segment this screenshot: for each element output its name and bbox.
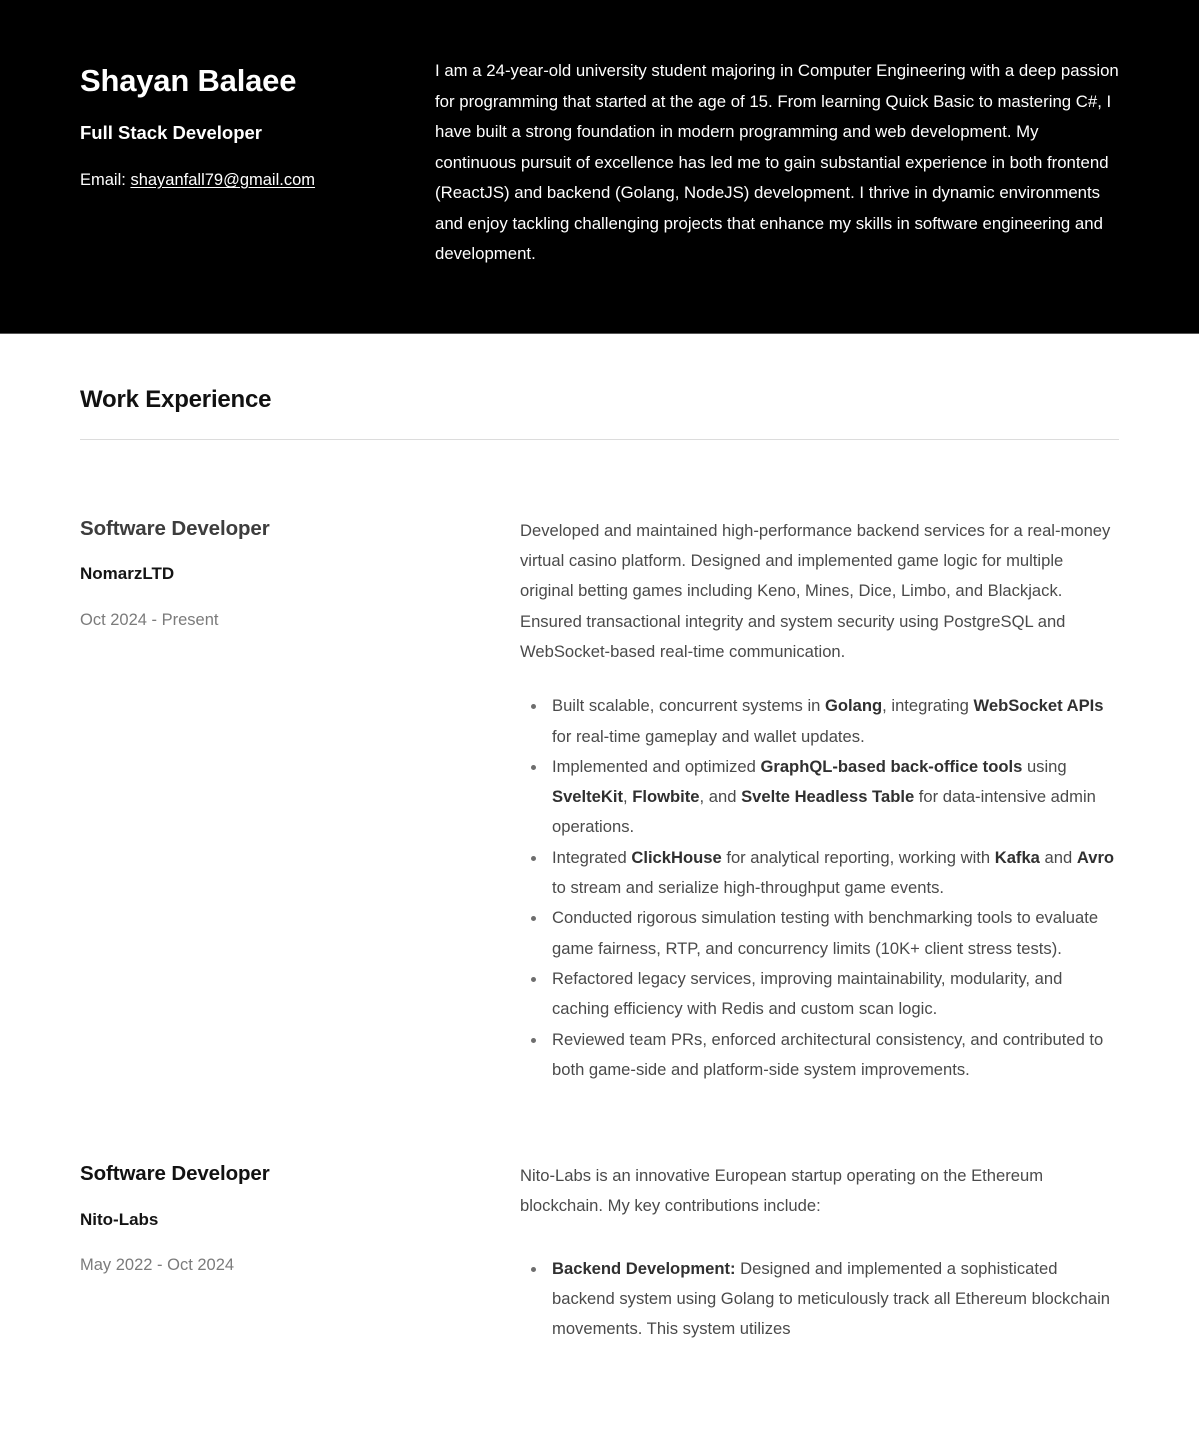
job-summary: Nito-Labs is an innovative European startup operating on the Ethereum blockchain. My key contributions include: (520, 1166, 1044, 1216)
job-summary: Developed and maintained high-performance backend services for a real-money virtual casino platform. Designed and implemented game logic for multiple original betting games including Keno, Mines, Dice, Limbo, and Blackjack. Ensured transactional integrity and system security using PostgreSQL and WebSocket-based real-time communication. (520, 520, 1111, 661)
job-dates: May 2022 - Oct 2024 (80, 1255, 235, 1274)
identity-block (80, 56, 435, 192)
list-item: Integrated ClickHouse for analytical reporting, working with Kafka and Avro to stream and serialize high-throughput game events. (520, 843, 1119, 904)
job-dates: Oct 2024 - Present (80, 610, 219, 629)
job-company: Nito-Labs (80, 1209, 159, 1229)
resume-body (0, 334, 1199, 1345)
job-title: Software Developer (80, 516, 270, 540)
list-item: Conducted rigorous simulation testing with benchmarking tools to evaluate game fairness, RTP, and concurrency limits (10K+ client stress tests). (520, 903, 1119, 964)
person-name: Shayan Balaee (80, 63, 297, 98)
job-company: NomarzLTD (80, 564, 175, 584)
job-bullet-list (520, 1254, 1119, 1345)
person-role: Full Stack Developer (80, 122, 262, 144)
job-entry (80, 1085, 1119, 1344)
section-title-work-experience: Work Experience (80, 386, 272, 413)
list-item: Refactored legacy services, improving maintainability, modularity, and caching efficiency with Redis and custom scan logic. (520, 964, 1119, 1025)
job-body (520, 516, 1119, 1085)
email-line (80, 169, 435, 192)
job-body (520, 1161, 1119, 1344)
job-meta (80, 1161, 520, 1276)
email-link[interactable]: shayanfall79@gmail.com (130, 171, 316, 190)
job-bullet-list (520, 691, 1119, 1085)
list-item: Implemented and optimized GraphQL-based back-office tools using SvelteKit, Flowbite, and Svelte Headless Table for data-intensive admin operations. (520, 752, 1119, 843)
work-experience-section (80, 334, 1119, 1345)
email-label: Email: (80, 171, 126, 190)
resume-header (0, 0, 1199, 334)
list-item: Reviewed team PRs, enforced architectural consistency, and contributed to both game-side and platform-side system improvements. (520, 1025, 1119, 1086)
job-title: Software Developer (80, 1162, 270, 1186)
profile-summary: I am a 24-year-old university student majoring in Computer Engineering with a deep passion for programming that started at the age of 15. From learning Quick Basic to mastering C#, I have built a strong foundation in modern programming and web development. My continuous pursuit of excellence has led me to gain substantial experience in both frontend (ReactJS) and backend (Golang, NodeJS) development. I thrive in dynamic environments and enjoy tackling challenging projects that enhance my skills in software engineering and development. (435, 61, 1119, 263)
job-meta (80, 516, 520, 631)
list-item: Backend Development: Designed and implemented a sophisticated backend system using Golang to meticulously track all Ethereum blockchain movements. This system utilizes (520, 1254, 1119, 1345)
job-entry (80, 440, 1119, 1085)
list-item: Built scalable, concurrent systems in Golang, integrating WebSocket APIs for real-time gameplay and wallet updates. (520, 691, 1119, 752)
